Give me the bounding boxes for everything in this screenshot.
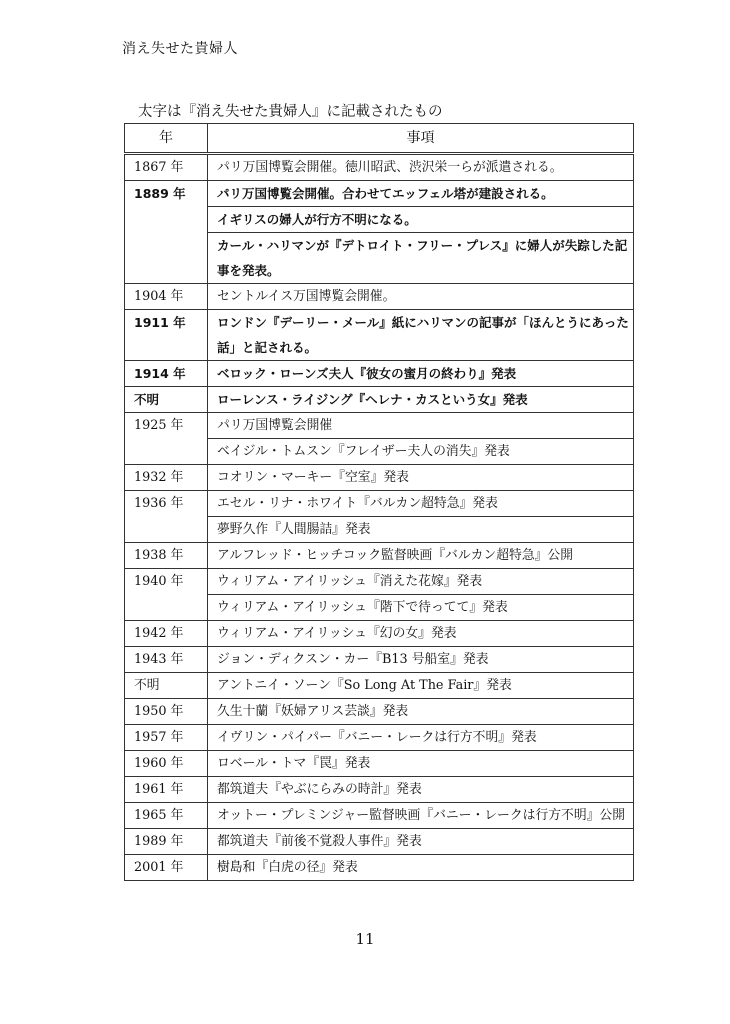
year-cell: 1950 年 bbox=[125, 699, 208, 725]
table-row bbox=[125, 310, 634, 361]
event-cell: セントルイス万国博覧会開催。 bbox=[208, 284, 634, 310]
event-cell: 都筑道夫『やぶにらみの時計』発表 bbox=[208, 777, 634, 803]
event-cell: ベイジル・トムスン『フレイザー夫人の消失』発表 bbox=[208, 439, 634, 465]
year-cell: 1889 年 bbox=[125, 181, 208, 284]
event-cell: 都筑道夫『前後不覚殺人事件』発表 bbox=[208, 829, 634, 855]
event-cell: ウィリアム・アイリッシュ『消えた花嫁』発表 bbox=[208, 569, 634, 595]
table-row bbox=[125, 361, 634, 387]
year-cell: 2001 年 bbox=[125, 855, 208, 881]
year-cell: 不明 bbox=[125, 673, 208, 699]
table-row bbox=[125, 465, 634, 491]
table-row bbox=[125, 284, 634, 310]
year-cell: 1942 年 bbox=[125, 621, 208, 647]
table-row bbox=[125, 855, 634, 881]
year-cell: 1965 年 bbox=[125, 803, 208, 829]
event-cell: アントニイ・ソーン『So Long At The Fair』発表 bbox=[208, 673, 634, 699]
event-cell: 樹島和『白虎の径』発表 bbox=[208, 855, 634, 881]
table-row bbox=[125, 777, 634, 803]
event-cell: コオリン・マーキー『空室』発表 bbox=[208, 465, 634, 491]
year-cell: 1936 年 bbox=[125, 491, 208, 543]
year-cell: 1904 年 bbox=[125, 284, 208, 310]
event-cell: パリ万国博覧会開催。徳川昭武、渋沢栄一らが派遣される。 bbox=[208, 154, 634, 181]
year-cell: 不明 bbox=[125, 387, 208, 413]
event-cell: パリ万国博覧会開催。合わせてエッフェル塔が建設される。 bbox=[208, 181, 634, 207]
event-cell: ウィリアム・アイリッシュ『幻の女』発表 bbox=[208, 621, 634, 647]
event-cell: アルフレッド・ヒッチコック監督映画『バルカン超特急』公開 bbox=[208, 543, 634, 569]
year-cell: 1938 年 bbox=[125, 543, 208, 569]
year-cell: 1943 年 bbox=[125, 647, 208, 673]
chronology-table bbox=[124, 123, 634, 881]
table-row bbox=[125, 413, 634, 439]
event-cell: イギリスの婦人が行方不明になる。 bbox=[208, 207, 634, 233]
event-cell: パリ万国博覧会開催 bbox=[208, 413, 634, 439]
event-cell: 久生十蘭『妖婦アリス芸談』発表 bbox=[208, 699, 634, 725]
event-cell: ベロック・ローンズ夫人『彼女の蜜月の終わり』発表 bbox=[208, 361, 634, 387]
table-header-row bbox=[125, 124, 634, 154]
table-row bbox=[125, 543, 634, 569]
table-row bbox=[125, 751, 634, 777]
year-cell: 1957 年 bbox=[125, 725, 208, 751]
year-cell: 1932 年 bbox=[125, 465, 208, 491]
event-cell: ローレンス・ライジング『ヘレナ・カスという女』発表 bbox=[208, 387, 634, 413]
column-header-year: 年 bbox=[125, 124, 208, 154]
event-cell: ウィリアム・アイリッシュ『階下で待ってて』発表 bbox=[208, 595, 634, 621]
year-cell: 1925 年 bbox=[125, 413, 208, 465]
year-cell: 1940 年 bbox=[125, 569, 208, 621]
table-row bbox=[125, 673, 634, 699]
event-cell: ジョン・ディクスン・カー『B13 号船室』発表 bbox=[208, 647, 634, 673]
table-caption: 太字は『消え失せた貴婦人』に記載されたもの bbox=[138, 104, 443, 120]
year-cell: 1867 年 bbox=[125, 154, 208, 181]
table-row bbox=[125, 154, 634, 181]
year-cell: 1960 年 bbox=[125, 751, 208, 777]
table-row bbox=[125, 181, 634, 207]
event-cell: カール・ハリマンが『デトロイト・フリー・プレス』に婦人が失踪した記事を発表。 bbox=[208, 233, 634, 284]
table-row bbox=[125, 621, 634, 647]
event-cell: オットー・プレミンジャー監督映画『バニー・レークは行方不明』公開 bbox=[208, 803, 634, 829]
year-cell: 1989 年 bbox=[125, 829, 208, 855]
page-number: 11 bbox=[355, 930, 375, 948]
year-cell: 1911 年 bbox=[125, 310, 208, 361]
table-row bbox=[125, 699, 634, 725]
event-cell: 夢野久作『人間腸詰』発表 bbox=[208, 517, 634, 543]
event-cell: ロンドン『デーリー・メール』紙にハリマンの記事が「ほんとうにあった話」と記される。 bbox=[208, 310, 634, 361]
table-row bbox=[125, 569, 634, 595]
column-header-event: 事項 bbox=[208, 124, 634, 154]
running-header: 消え失せた貴婦人 bbox=[122, 41, 238, 57]
table-row bbox=[125, 647, 634, 673]
table-row bbox=[125, 387, 634, 413]
table-row bbox=[125, 725, 634, 751]
event-cell: ロベール・トマ『罠』発表 bbox=[208, 751, 634, 777]
table-row bbox=[125, 491, 634, 517]
year-cell: 1961 年 bbox=[125, 777, 208, 803]
event-cell: イヴリン・パイパー『バニー・レークは行方不明』発表 bbox=[208, 725, 634, 751]
event-cell: エセル・リナ・ホワイト『バルカン超特急』発表 bbox=[208, 491, 634, 517]
table-row bbox=[125, 803, 634, 829]
table-row bbox=[125, 829, 634, 855]
year-cell: 1914 年 bbox=[125, 361, 208, 387]
